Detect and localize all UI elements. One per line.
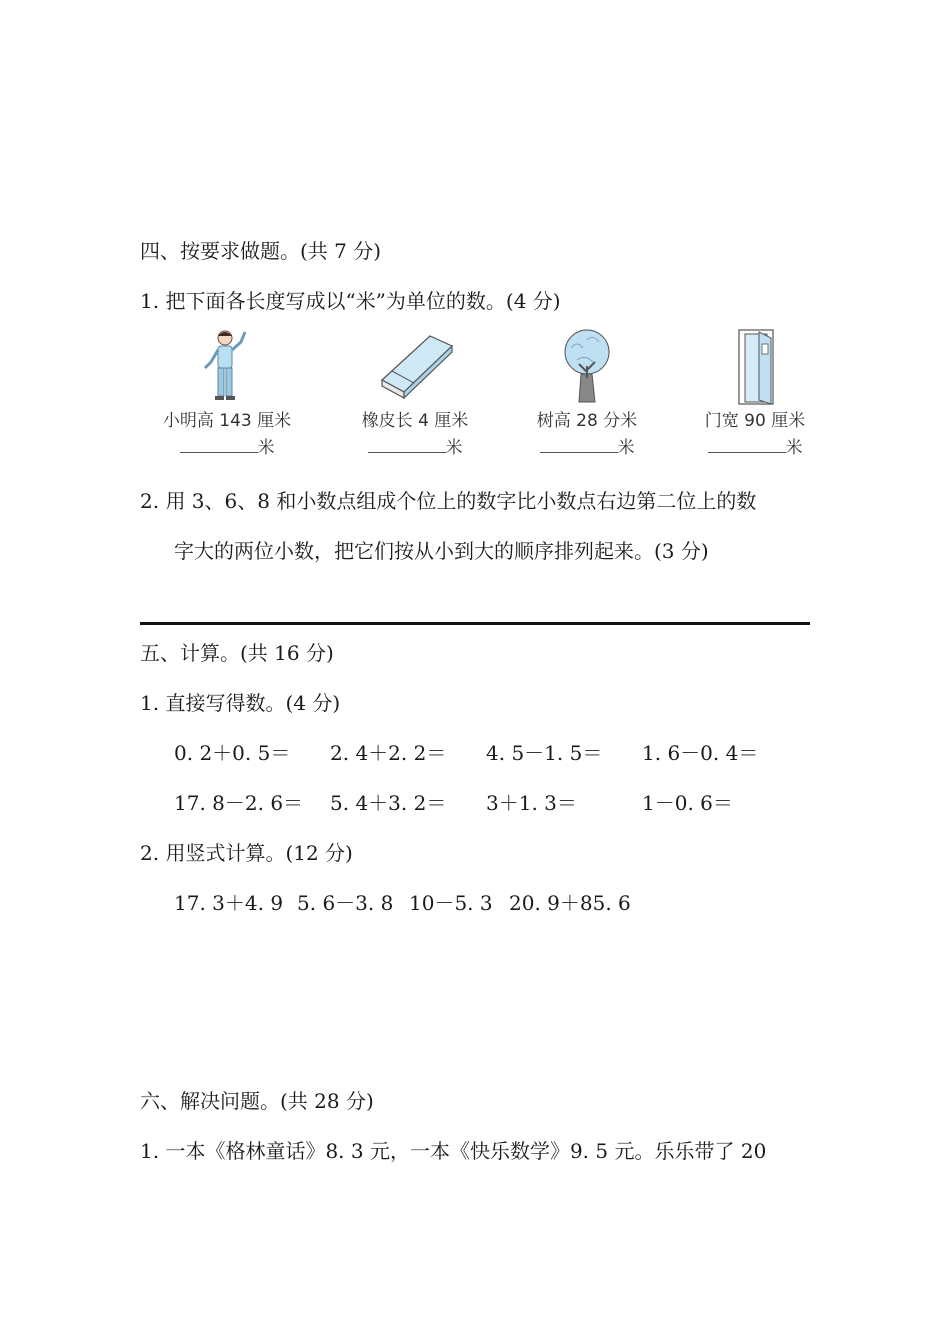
figure-tree	[512, 328, 662, 458]
section5-question1: 1. 直接写得数。(4 分)	[140, 691, 341, 715]
section4-question2-line2: 字大的两位小数，把它们按从小到大的顺序排列起来。(3 分)	[174, 539, 709, 563]
unit-label: 米	[785, 438, 803, 458]
answer-blank[interactable]	[512, 433, 662, 458]
unit-label: 米	[257, 438, 275, 458]
oral-calc-item: 1－0. 6＝	[642, 791, 733, 815]
answer-blank[interactable]	[680, 433, 830, 458]
eraser-icon	[370, 328, 460, 406]
answer-blank[interactable]	[152, 433, 302, 458]
oral-calc-item: 3＋1. 3＝	[486, 791, 577, 815]
section4-question2-line1: 2. 用 3、6、8 和小数点组成个位上的数字比小数点右边第二位上的数	[140, 489, 757, 513]
oral-calc-item: 2. 4＋2. 2＝	[330, 741, 447, 765]
section4-question1: 1. 把下面各长度写成以“米”为单位的数。(4 分)	[140, 289, 561, 313]
oral-calc-item: 1. 6－0. 4＝	[642, 741, 759, 765]
answer-blank[interactable]	[340, 433, 490, 458]
oral-calc-item: 4. 5－1. 5＝	[486, 741, 603, 765]
unit-label: 米	[617, 438, 635, 458]
section5-question2: 2. 用竖式计算。(12 分)	[140, 841, 353, 865]
figure-boy	[152, 328, 302, 458]
oral-calc-item: 17. 8－2. 6＝	[174, 791, 304, 815]
figure-caption: 树高 28 分米	[536, 411, 638, 431]
vertical-calc-item: 17. 3＋4. 9	[174, 891, 284, 915]
oral-calc-item: 0. 2＋0. 5＝	[174, 741, 291, 765]
tree-icon	[557, 328, 617, 406]
figure-door	[680, 328, 830, 458]
vertical-calc-item: 10－5. 3	[409, 891, 493, 915]
unit-label: 米	[445, 438, 463, 458]
section4-heading: 四、按要求做题。(共 7 分)	[140, 239, 382, 263]
oral-calc-item: 5. 4＋3. 2＝	[330, 791, 447, 815]
section6-question1: 1. 一本《格林童话》8. 3 元，一本《快乐数学》9. 5 元。乐乐带了 20	[140, 1139, 767, 1163]
vertical-calc-item: 5. 6－3. 8	[297, 891, 394, 915]
section6-heading: 六、解决问题。(共 28 分)	[140, 1089, 374, 1113]
section-divider	[140, 622, 810, 625]
section5-heading: 五、计算。(共 16 分)	[140, 641, 334, 665]
door-icon	[725, 328, 785, 406]
vertical-calc-item: 20. 9＋85. 6	[509, 891, 631, 915]
figure-caption: 门宽 90 厘米	[704, 411, 806, 431]
boy-icon	[197, 328, 257, 406]
figure-caption: 橡皮长 4 厘米	[361, 411, 469, 431]
figure-eraser	[340, 328, 490, 458]
figure-caption: 小明高 143 厘米	[162, 411, 292, 431]
